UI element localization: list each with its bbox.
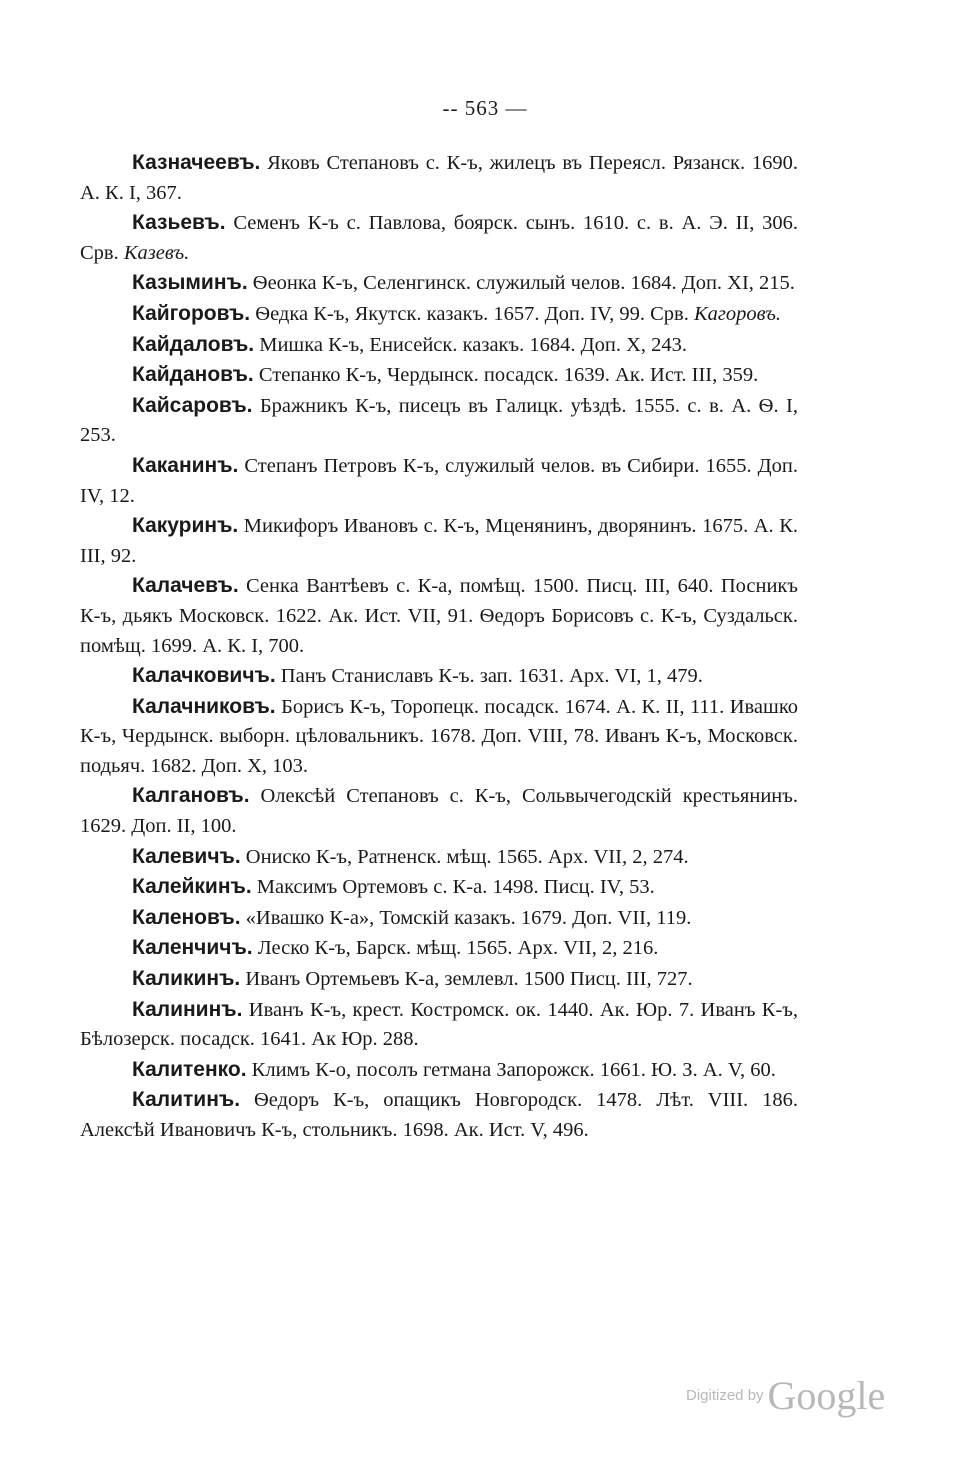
entry-text: «Ивашко К-а», Томскій казакъ. 1679. Доп. VII, 119. <box>240 906 692 929</box>
dictionary-entry <box>80 933 798 964</box>
entry-text: Сенка Вантѣевъ с. К-а, помѣщ. 1500. Писц. III, 640. Посникъ К-ъ, дьякъ Московск. 1622. Ак. Ист. VII, 91. Ѳедоръ Борисовъ с. К-ъ, Суздальск. помѣщ. 1699. А. К. I, 700. <box>80 575 798 657</box>
entry-text: Климъ К-о, посолъ гетмана Запорожск. 1661. Ю. З. А. V, 60. <box>246 1058 776 1081</box>
entry-text: Олексѣй Степановъ с. К-ъ, Сольвычегодскій крестьянинъ. 1629. Доп. II, 100. <box>80 785 798 838</box>
entry-text: Максимъ Ортемовъ с. К-а. 1498. Писц. IV, 53. <box>251 876 655 899</box>
page-number: -- 563 — <box>442 96 528 120</box>
entry-headword: Каканинъ. <box>132 453 239 477</box>
entry-text: Борисъ К-ъ, Торопецк. посадск. 1674. А. К. II, 111. Ивашко К-ъ, Чердынск. выборн. цѣловальникъ. 1678. Доп. VIII, 78. Иванъ К-ъ, Московск. подьяч. 1682. Доп. X, 103. <box>80 695 798 777</box>
entry-text: Ѳедка К-ъ, Якутск. казакъ. 1657. Доп. IV, 99. Срв. <box>250 302 694 325</box>
entry-headword: Калейкинъ. <box>132 875 252 899</box>
entry-headword: Казьевъ. <box>132 211 226 235</box>
entry-text: Ѳедоръ К-ъ, опащикъ Новгородск. 1478. Лѣт. VIII. 186. Алексѣй Ивановичъ К-ъ, стольникъ. 1698. Ак. Ист. V, 496. <box>80 1089 798 1141</box>
entry-headword: Калевичъ. <box>132 844 241 868</box>
entry-headword: Калининъ. <box>132 997 243 1021</box>
dictionary-entry <box>80 872 798 903</box>
entry-text: Панъ Станиславъ К-ъ. зап. 1631. Арх. VI, 1, 479. <box>275 665 703 688</box>
entry-headword: Каленовъ. <box>132 905 241 929</box>
entry-headword: Какуринъ. <box>132 514 239 538</box>
entry-text: Мишка К-ъ, Енисейск. казакъ. 1684. Доп. X, 243. <box>254 333 688 356</box>
watermark-digitized-by: Digitized by <box>686 1387 764 1404</box>
entry-text: Иванъ Ортемьевъ К-а, землевл. 1500 Писц. III, 727. <box>240 968 693 991</box>
entry-text: Ѳеонка К-ъ, Селенгинск. служилый челов. 1684. Доп. XI, 215. <box>247 272 795 295</box>
entry-headword: Казначеевъ. <box>132 151 261 174</box>
dictionary-entry <box>80 268 798 299</box>
entry-cross-reference: Кагоровъ. <box>693 302 781 325</box>
dictionary-entry <box>80 451 798 511</box>
entry-headword: Кайдаловъ. <box>132 332 255 356</box>
entry-headword: Кайдановъ. <box>132 363 254 387</box>
entry-headword: Каликинъ. <box>132 967 241 991</box>
dictionary-entry <box>80 1055 798 1086</box>
entry-cross-reference: Казевъ. <box>123 241 190 264</box>
entry-headword: Калачниковъ. <box>132 694 276 718</box>
entry-text: Степанъ Петровъ К-ъ, служилый челов. въ Сибири. 1655. Доп. IV, 12. <box>80 454 798 507</box>
dictionary-entry <box>80 661 798 692</box>
entry-text: Иванъ К-ъ, крест. Костромск. ок. 1440. Ак. Юр. 7. Иванъ К-ъ, Бѣлозерск. посадск. 1641. Ак Юр. 288. <box>80 998 798 1051</box>
dictionary-entry <box>80 781 798 841</box>
dictionary-entry <box>80 330 798 361</box>
entry-headword: Калгановъ. <box>132 784 250 808</box>
entry-text: Микифоръ Ивановъ с. К-ъ, Мценянинъ, дворянинъ. 1675. А. К. III, 92. <box>80 515 798 567</box>
dictionary-entry <box>80 903 798 934</box>
entry-text: Семенъ К-ъ с. Павлова, боярск. сынъ. 1610. с. в. А. Э. II, 306. Срв. <box>80 212 798 264</box>
entry-headword: Калитенко. <box>132 1057 247 1081</box>
dictionary-entry <box>80 148 798 208</box>
digitized-by-google-watermark <box>686 1372 885 1419</box>
entry-text: Яковъ Степановъ с. К-ъ, жилецъ въ Переясл. Рязанск. 1690. А. К. I, 367. <box>80 152 798 204</box>
dictionary-entry <box>80 360 798 391</box>
entry-headword: Кайсаровъ. <box>132 393 253 417</box>
dictionary-entry <box>80 391 798 451</box>
dictionary-entry <box>80 1085 798 1145</box>
dictionary-entry <box>80 995 798 1055</box>
dictionary-entry <box>80 299 798 330</box>
dictionary-entry <box>80 964 798 995</box>
entry-headword: Калитинъ. <box>132 1088 241 1112</box>
entry-text: Ониско К-ъ, Ратненск. мѣщ. 1565. Арх. VII, 2, 274. <box>240 845 689 868</box>
entry-headword: Калачковичъ. <box>132 664 276 688</box>
dictionary-entry <box>80 571 798 661</box>
entry-text: Степанко К-ъ, Чердынск. посадск. 1639. Ак. Ист. III, 359. <box>253 364 759 387</box>
entry-headword: Кайгоровъ. <box>132 301 251 325</box>
entry-headword: Калачевъ. <box>132 574 239 598</box>
watermark-google: Google <box>767 1373 886 1418</box>
entry-text: Бражникъ К-ъ, писецъ въ Галицк. уѣздѣ. 1555. с. в. А. Ѳ. I, 253. <box>80 394 798 447</box>
entry-text: Леско К-ъ, Барск. мѣщ. 1565. Арх. VII, 2, 216. <box>252 937 659 960</box>
dictionary-entry <box>80 842 798 873</box>
dictionary-entry <box>80 692 798 782</box>
entry-headword: Казыминъ. <box>132 271 248 295</box>
entry-headword: Каленчичъ. <box>132 936 253 960</box>
dictionary-entry <box>80 208 798 268</box>
dictionary-entry <box>80 511 798 571</box>
dictionary-entries <box>80 148 798 1146</box>
